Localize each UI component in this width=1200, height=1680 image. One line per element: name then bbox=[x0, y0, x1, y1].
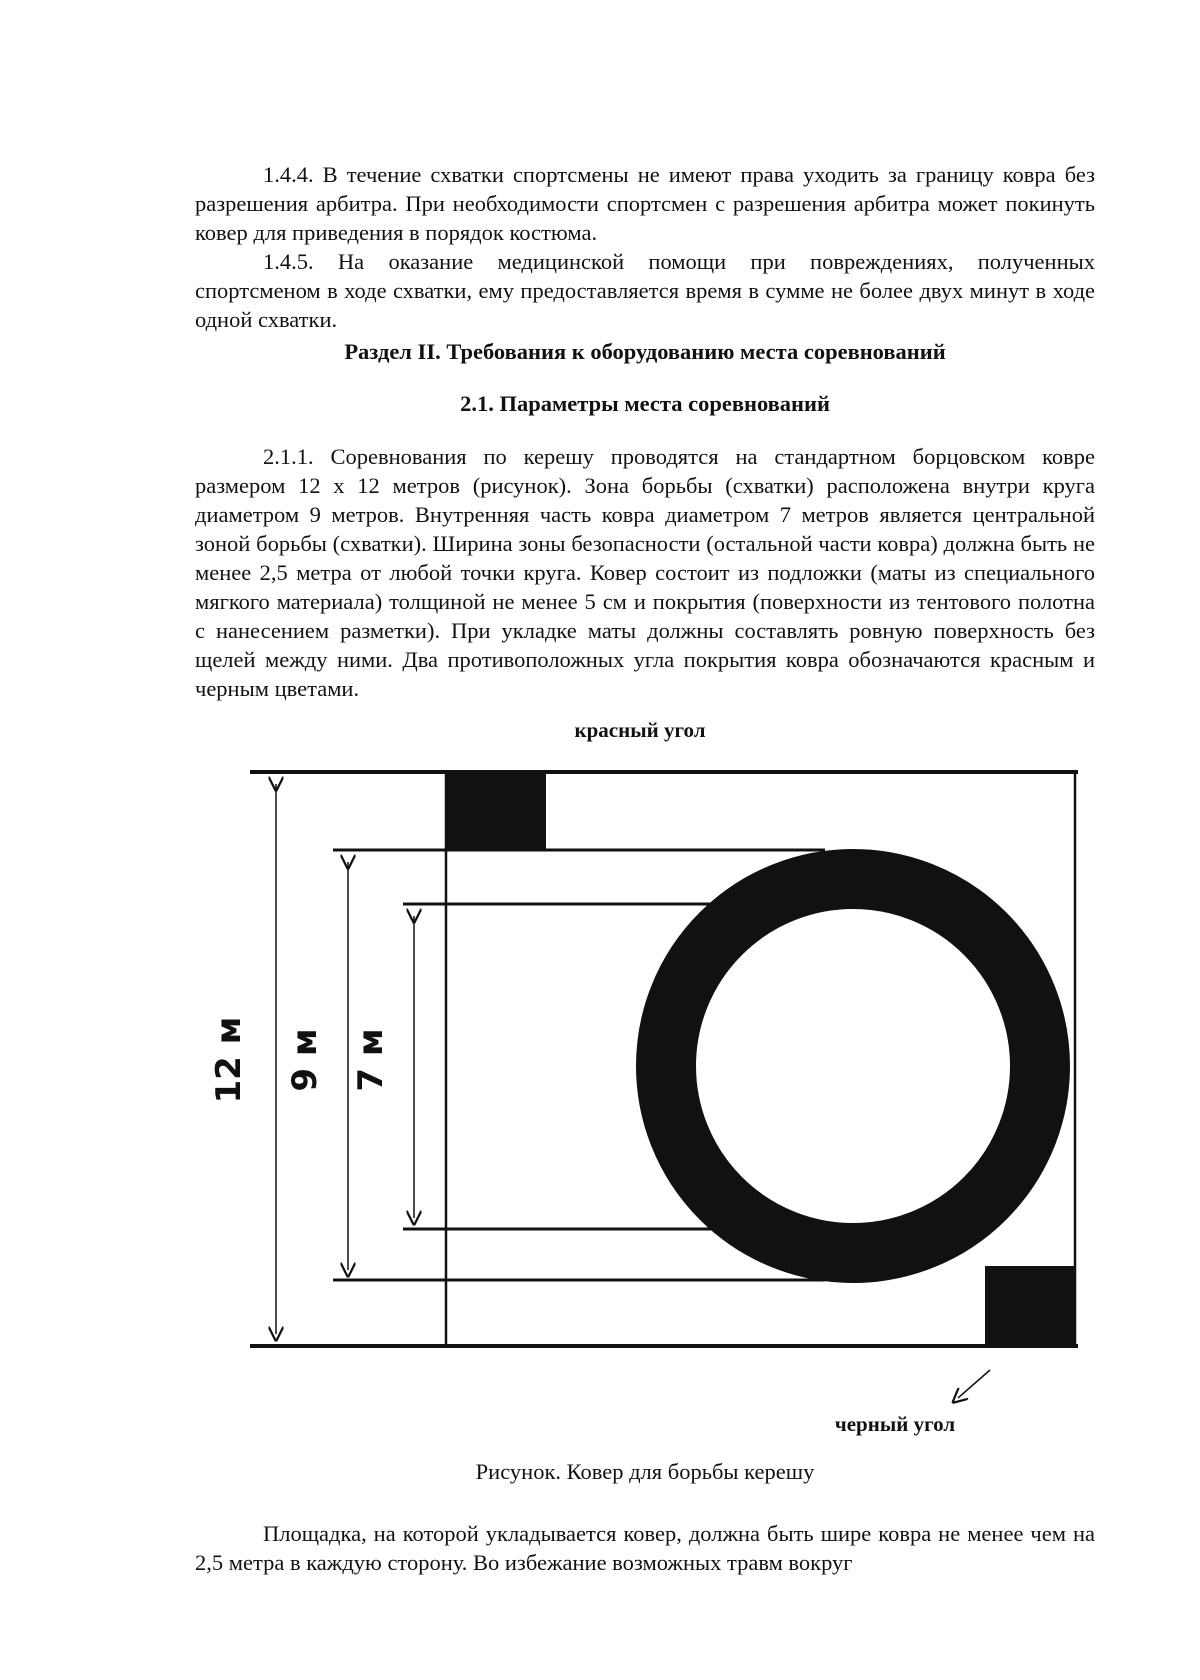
subsection-title: 2.1. Параметры места соревнований bbox=[460, 391, 830, 416]
black-corner-square bbox=[985, 1266, 1075, 1346]
bottom-paragraph-block bbox=[195, 1519, 1095, 1577]
paragraph-block-2-1-1 bbox=[195, 442, 1095, 703]
red-corner-label: красный угол bbox=[574, 718, 706, 742]
red-corner-square bbox=[446, 772, 546, 850]
label-12m: 12 м bbox=[209, 1016, 249, 1104]
top-paragraphs bbox=[195, 160, 1095, 334]
mat-diagram bbox=[0, 770, 1200, 1420]
paragraph-2-1-1: 2.1.1. Соревнования по керешу проводятся на стандартном борцовском ковре размером 12 х 12 метров (рисунок). Зона борьбы (схватки) расположена внутри круга диаметром 9 метров. Внутренняя часть ковра диаметром 7 метров является центральной зоной борьбы (схватки). Ширина зоны безопасности (остальной части ковра) должна быть не менее 2,5 метра от любой точки круга. Ковер состоит из подложки (маты из специального мягкого материала) толщиной не менее 5 см и покрытия (поверхности из тентового полотна с нанесением разметки). При укладке маты должны составлять ровную поверхность без щелей между ними. Два противоположных угла покрытия ковра обозначаются красным и черным цветами. bbox=[195, 444, 1095, 701]
black-corner-pointer bbox=[958, 1370, 990, 1398]
section-title: Раздел II. Требования к оборудованию места соревнований bbox=[344, 339, 946, 364]
black-corner-label: черный угол bbox=[834, 1412, 956, 1436]
paragraph-1-4-4: 1.4.4. В течение схватки спортсмены не имеют права уходить за границу ковра без разрешения арбитра. При необходимости спортсмен с разрешения арбитра может покинуть ковер для приведения в порядок костюма. bbox=[195, 162, 1095, 245]
paragraph-1-4-5: 1.4.5. На оказание медицинской помощи при повреждениях, полученных спортсменом в ходе схватки, ему предоставляется время в сумме не более двух минут в ходе одной схватки. bbox=[195, 249, 1095, 332]
label-7m: 7 м bbox=[351, 1028, 391, 1092]
paragraph-bottom: Площадка, на которой укладывается ковер, должна быть шире ковра не менее чем на 2,5 метра в каждую сторону. Во избежание возможных травм вокруг bbox=[195, 1521, 1095, 1575]
mat-diagram-svg bbox=[0, 770, 1200, 1420]
ring-9m-zone bbox=[666, 879, 1040, 1253]
label-9m: 9 м bbox=[285, 1028, 325, 1092]
figure-caption: Рисунок. Ковер для борьбы керешу bbox=[475, 1459, 815, 1484]
